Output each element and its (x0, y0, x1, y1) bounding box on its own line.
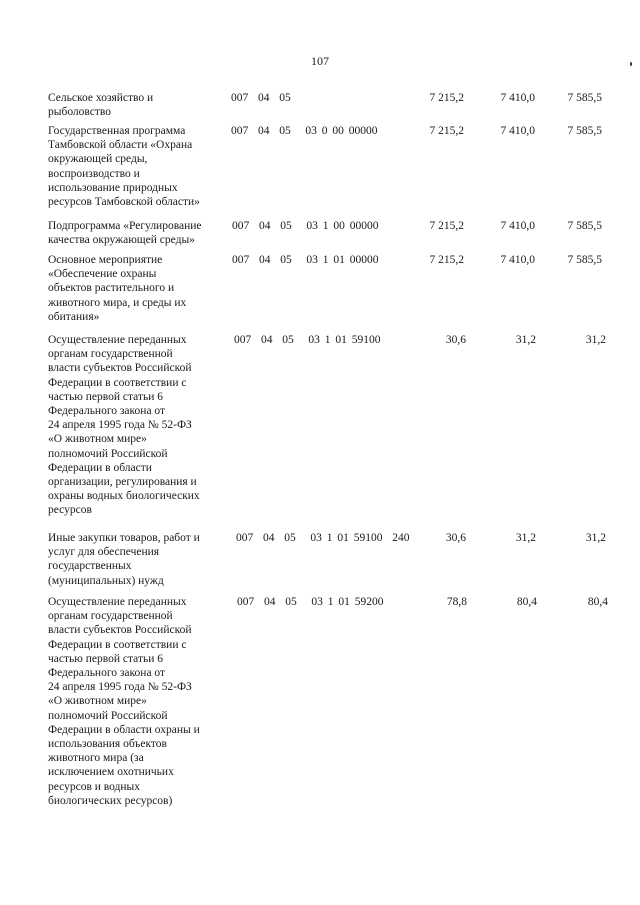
row-code: 007 04 05 03 0 00 00000 (231, 125, 378, 137)
row-value-2: 7 410,0 (500, 254, 535, 266)
row-value-3: 7 585,5 (567, 125, 602, 137)
row-code: 007 04 05 (231, 92, 291, 104)
row-name: Осуществление переданных органам государственной власти субъектов Российской Федерации в соответствии с частью первой статьи 6 Федерального закона от 24 апреля 1995 года № 52-ФЗ «О животном мире» полномочий Российской Федерации в области организации, регулирования и охраны водных биологических ресурсов (48, 334, 200, 517)
row-value-3: 31,2 (585, 334, 606, 346)
row-code: 007 04 05 03 1 00 00000 (232, 220, 379, 232)
row-value-1: 7 215,2 (429, 254, 464, 266)
row-value-3: 31,2 (585, 532, 606, 544)
row-value-1: 30,6 (445, 334, 466, 346)
row-name: Основное мероприятие «Обеспечение охраны объектов растительного и животного мира, и среды их обитания» (48, 254, 187, 323)
row-name: Государственная программа Тамбовской области «Охрана окружающей среды, воспроизводство и использование природных ресурсов Тамбовской области» (48, 125, 200, 209)
row-value-3: 7 585,5 (567, 254, 602, 266)
row-value-2: 80,4 (516, 596, 537, 608)
row-code: 007 04 05 03 1 01 59100 240 (236, 532, 410, 544)
row-name: Иные закупки товаров, работ и услуг для обеспечения государственных (муниципальных) нужд (48, 532, 200, 587)
row-value-2: 7 410,0 (500, 92, 535, 104)
row-code: 007 04 05 03 1 01 59200 (237, 596, 384, 608)
row-code: 007 04 05 03 1 01 00000 (232, 254, 379, 266)
row-value-3: 7 585,5 (567, 220, 602, 232)
row-value-3: 80,4 (587, 596, 608, 608)
row-code: 007 04 05 03 1 01 59100 (234, 334, 381, 346)
row-value-1: 7 215,2 (429, 220, 464, 232)
row-value-1: 7 215,2 (429, 125, 464, 137)
page-number: 107 (311, 54, 329, 68)
row-value-1: 78,8 (446, 596, 467, 608)
row-value-1: 7 215,2 (429, 92, 464, 104)
row-value-2: 31,2 (515, 334, 536, 346)
row-name: Сельское хозяйство и рыболовство (48, 92, 154, 119)
row-name: Подпрограмма «Регулирование качества окружающей среды» (48, 220, 202, 247)
row-value-2: 7 410,0 (500, 220, 535, 232)
row-value-2: 31,2 (515, 532, 536, 544)
row-name: Осуществление переданных органам государственной власти субъектов Российской Федерации в соответствии с частью первой статьи 6 Федерального закона от 24 апреля 1995 года № 52-ФЗ «О животном мире» полномочий Российской Федерации в области охраны и использования объектов животного мира (за исключением охотничьих ресурсов и водных биологических ресурсов) (48, 596, 200, 807)
row-value-3: 7 585,5 (567, 92, 602, 104)
row-value-2: 7 410,0 (500, 125, 535, 137)
row-value-1: 30,6 (445, 532, 466, 544)
